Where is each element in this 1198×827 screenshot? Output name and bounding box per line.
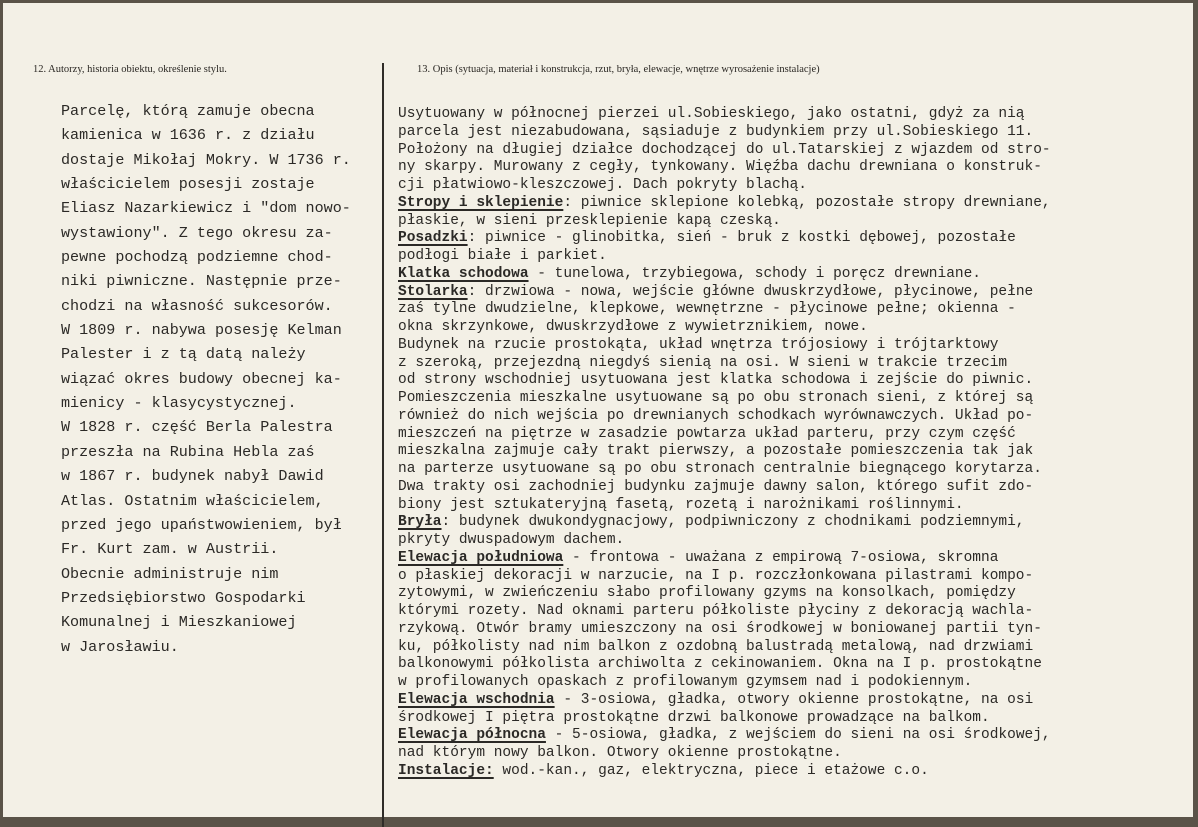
history-line: Obecnie administruje nim <box>61 564 279 583</box>
section-heading: Elewacja południowa <box>398 549 564 566</box>
history-line: pewne pochodzą podziemne chod- <box>61 248 333 267</box>
line-text: na parterze usytuowane są po obu stronach centralnie biegnącego korytarza. <box>398 461 1042 477</box>
line-text: podłogi białe i parkiet. <box>398 248 607 264</box>
history-line: Parcelę, którą zamuje obecna <box>61 102 315 120</box>
line-text: - tunelowa, trzybiegowa, schody i poręcz drewniane. <box>528 265 982 282</box>
column-divider <box>382 63 384 827</box>
line-text: cji płatwiowo-kleszczowej. Dach pokryty blachą. <box>398 177 807 193</box>
history-line: Atlas. Ostatnim właścicielem, <box>61 491 324 510</box>
description-line <box>398 213 1051 231</box>
line-text: - frontowa - uważana z empirową 7-osiowa, skromna <box>563 549 999 566</box>
line-text: płaskie, w sieni przesklepienie kapą czeską. <box>398 212 781 229</box>
description-line <box>398 674 1051 692</box>
description-line <box>398 124 1051 142</box>
section-heading: Bryła <box>398 514 442 531</box>
description-line <box>398 301 1051 319</box>
description-line <box>398 355 1051 373</box>
history-line: mienicy - klasycystycznej. <box>61 394 297 413</box>
line-text: zytowymi, w zwieńczeniu słabo profilowany gzyms na konsolkach, pomiędzy <box>398 585 1016 602</box>
description-line <box>398 337 1051 355</box>
line-text: - 3-osiowa, gładka, otwory okienne prostokątne, na osi <box>554 691 1034 708</box>
description-line <box>398 639 1051 657</box>
description-line <box>398 461 1051 479</box>
line-text: o płaskiej dekoracji w narzucie, na I p. rozczłonkowana pilastrami kompo- <box>398 567 1034 584</box>
history-text <box>61 99 351 659</box>
description-line <box>398 159 1051 177</box>
line-text: którymi rozety. Nad oknami parteru półkoliste płyciny z dekoracją wachla- <box>398 603 1034 619</box>
history-line: właścicielem posesji zostaje <box>61 175 315 194</box>
description-line <box>398 106 1051 124</box>
description-line <box>398 550 1051 568</box>
line-text: : piwnice sklepione kolebką, pozostałe stropy drewniane, <box>563 194 1051 211</box>
description-line <box>398 692 1051 710</box>
description-line <box>398 532 1051 550</box>
description-line <box>398 497 1051 515</box>
description-line <box>398 266 1051 284</box>
history-line: przeszła na Rubina Hebla zaś <box>61 442 315 461</box>
section-heading: Instalacje: <box>398 762 494 779</box>
line-text: również do nich wejścia po drewnianych schodkach wyrównawczych. Układ po- <box>398 407 1034 424</box>
history-line: Fr. Kurt zam. w Austrii. <box>61 540 279 559</box>
line-text: Usytuowany w północnej pierzei ul.Sobieskiego, jako ostatni, gdyż za nią <box>398 106 1025 122</box>
description-line <box>398 372 1051 390</box>
line-text: : budynek dwukondygnacjowy, podpiwniczony z chodnikami podziemnymi, <box>441 514 1025 531</box>
description-line <box>398 585 1051 603</box>
line-text: mieszkalna zajmuje cały trakt pierwszy, a pozostałe pomieszczenia tak jak <box>398 443 1034 460</box>
description-line <box>398 177 1051 195</box>
description-line <box>398 479 1051 497</box>
description-line <box>398 710 1051 728</box>
section-heading: Elewacja północna <box>398 727 546 744</box>
line-text: - 5-osiowa, gładka, z wejściem do sieni na osi środkowej, <box>545 727 1051 744</box>
description-line <box>398 568 1051 586</box>
line-text: parcela jest niezabudowana, sąsiaduje z budynkiem przy ul.Sobieskiego 11. <box>398 123 1034 140</box>
description-line <box>398 426 1051 444</box>
section-heading: Posadzki <box>398 230 468 247</box>
line-text: biony jest sztukateryjną fasetą, rozetą i narożnikami roślinnymi. <box>398 496 964 513</box>
description-line <box>398 621 1051 639</box>
description-line <box>398 514 1051 532</box>
line-text: balkonowymi półkolista archiwolta z cekinowaniem. Okna na I p. prostokątne <box>398 656 1042 673</box>
history-line: dostaje Mikołaj Mokry. W 1736 r. <box>61 150 351 169</box>
line-text: Położony na długiej działce dochodzącej do ul.Tatarskiej z wjazdem od stro- <box>398 141 1051 158</box>
history-line: W 1828 r. część Berla Palestra <box>61 418 333 437</box>
document-card <box>3 3 1193 817</box>
line-text: mieszczeń na piętrze w zasadzie powtarza układ parteru, przy czym część <box>398 425 1016 442</box>
history-line: w 1867 r. budynek nabył Dawid <box>61 467 324 486</box>
history-line: Eliasz Nazarkiewicz i "dom nowo- <box>61 199 351 218</box>
description-line <box>398 284 1051 302</box>
description-line <box>398 319 1051 337</box>
line-text: : piwnice - glinobitka, sień - bruk z kostki dębowej, pozostałe <box>467 230 1016 247</box>
line-text: : drzwiowa - nowa, wejście główne dwuskrzydłowe, płycinowe, pełne <box>467 283 1034 300</box>
section-heading: Elewacja wschodnia <box>398 691 555 708</box>
line-text: Dwa trakty osi zachodniej budynku zajmuje dawny salon, którego sufit zdo- <box>398 478 1034 495</box>
description-line <box>398 195 1051 213</box>
description-line <box>398 408 1051 426</box>
history-line: niki piwniczne. Następnie prze- <box>61 272 342 291</box>
description-line <box>398 390 1051 408</box>
history-line: chodzi na własność sukcesorów. <box>61 296 333 315</box>
history-line: Palester i z tą datą należy <box>61 345 306 364</box>
history-line: kamienica w 1636 r. z działu <box>61 126 315 145</box>
right-section-title: 13. Opis (sytuacja, materiał i konstrukcja, rzut, bryła, elewacje, wnętrze wyrosażenie instalacje) <box>417 64 820 75</box>
line-text: ny skarpy. Murowany z cegły, tynkowany. Więźba dachu drewniana o konstruk- <box>398 159 1042 176</box>
history-line: przed jego upaństwowieniem, był <box>61 515 342 534</box>
line-text: z szeroką, przejezdną niegdyś sienią na osi. W sieni w trakcie trzecim <box>398 354 1008 371</box>
section-heading: Stropy i sklepienie <box>398 194 564 211</box>
description-text <box>398 106 1051 781</box>
line-text: Budynek na rzucie prostokąta, układ wnętrza trójosiowy i trójtarktowy <box>398 336 999 353</box>
description-line <box>398 443 1051 461</box>
description-line <box>398 727 1051 745</box>
history-line: Przedsiębiorstwo Gospodarki <box>61 588 306 607</box>
line-text: zaś tylne dwudzielne, klepkowe, wewnętrzne - płycinowe pełne; okienna - <box>398 301 1016 318</box>
line-text: Pomieszczenia mieszkalne usytuowane są po obu stronach sieni, z której są <box>398 390 1034 406</box>
description-line <box>398 656 1051 674</box>
description-line <box>398 603 1051 621</box>
line-text: rzykową. Otwór bramy umieszczony na osi środkowej w boniowanej partii tyn- <box>398 620 1042 637</box>
line-text: pkryty dwuspadowym dachem. <box>398 532 625 548</box>
line-text: od strony wschodniej usytuowana jest klatka schodowa i zejście do piwnic. <box>398 372 1034 389</box>
history-line: wiązać okres budowy obecnej ka- <box>61 369 342 388</box>
line-text: wod.-kan., gaz, elektryczna, piece i etażowe c.o. <box>493 762 929 779</box>
line-text: środkowej I piętra prostokątne drzwi balkonowe prowadzące na balkom. <box>398 709 990 726</box>
line-text: ku, półkolisty nad nim balkon z ozdobną balustradą metalową, nad drzwiami <box>398 638 1034 655</box>
line-text: okna skrzynkowe, dwuskrzydłowe z wywietrznikiem, nowe. <box>398 319 868 335</box>
line-text: nad którym nowy balkon. Otwory okienne prostokątne. <box>398 745 842 761</box>
history-line: W 1809 r. nabywa posesję Kelman <box>61 321 342 340</box>
description-line <box>398 142 1051 160</box>
section-heading: Klatka schodowa <box>398 265 529 282</box>
left-section-title: 12. Autorzy, historia obiektu, określenie stylu. <box>33 64 227 75</box>
history-line: wystawiony". Z tego okresu za- <box>61 223 333 242</box>
history-line: Komunalnej i Mieszkaniowej <box>61 613 297 632</box>
description-line <box>398 230 1051 248</box>
description-line <box>398 248 1051 266</box>
history-line: w Jarosławiu. <box>61 637 179 656</box>
line-text: w profilowanych opaskach z profilowanym gzymsem nad i podokiennym. <box>398 674 973 690</box>
description-line <box>398 763 1051 781</box>
section-heading: Stolarka <box>398 283 468 300</box>
description-line <box>398 745 1051 763</box>
